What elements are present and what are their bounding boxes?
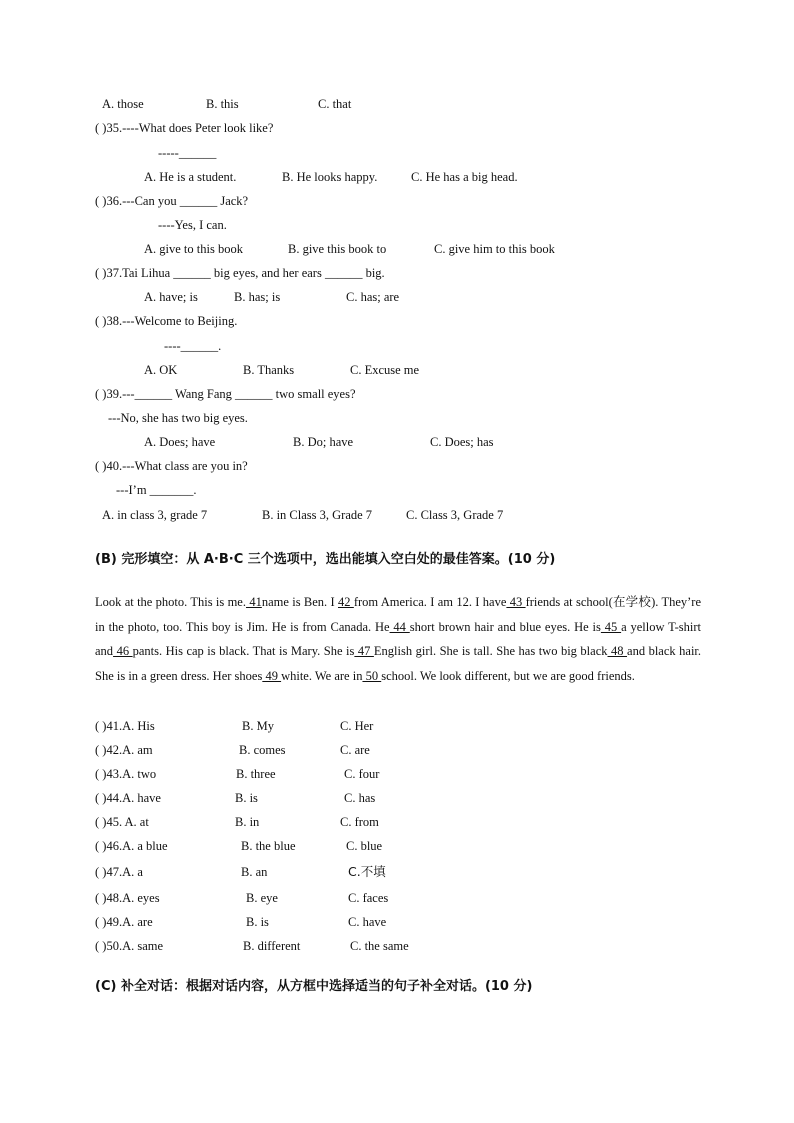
blank-42: 42 bbox=[337, 595, 354, 609]
blank-44: 44 bbox=[389, 619, 410, 634]
cloze-46-c: C. blue bbox=[346, 839, 383, 853]
blank-47: 47 bbox=[354, 644, 374, 659]
q37-option-b: B. has; is bbox=[234, 290, 281, 304]
q35-option-b: B. He looks happy. bbox=[282, 170, 378, 184]
q40-option-a: A. in class 3, grade 7 bbox=[102, 508, 208, 522]
q36-reply: ----Yes, I can. bbox=[158, 218, 227, 232]
cloze-43-a: ( )43.A. two bbox=[95, 767, 157, 781]
q35-option-c: C. He has a big head. bbox=[411, 170, 518, 184]
q35-stem: ( )35.----What does Peter look like? bbox=[95, 121, 274, 135]
cloze-50-a: ( )50.A. same bbox=[95, 939, 164, 953]
cloze-42-a: ( )42.A. am bbox=[95, 743, 153, 757]
cloze-42-c: C. are bbox=[340, 743, 370, 757]
cloze-47-c: C.不填 bbox=[348, 864, 386, 879]
q38-option-a: A. OK bbox=[144, 363, 178, 377]
q39-stem: ( )39.---______ Wang Fang ______ two small eyes? bbox=[95, 387, 356, 401]
cloze-46-b: B. the blue bbox=[241, 839, 296, 853]
blank-48: 48 bbox=[607, 644, 628, 659]
q37-option-c: C. has; are bbox=[346, 290, 400, 304]
q37-option-a: A. have; is bbox=[144, 290, 198, 304]
cloze-44-b: B. is bbox=[235, 791, 258, 805]
section-c-heading: (C) 补全对话：根据对话内容，从方框中选择适当的句子补全对话。(10 分) bbox=[95, 979, 533, 994]
cloze-48-c: C. faces bbox=[348, 891, 389, 905]
cloze-44-c: C. has bbox=[344, 791, 376, 805]
q40-reply: ---I’m _______. bbox=[116, 483, 197, 497]
q39-option-b: B. Do; have bbox=[293, 435, 354, 449]
q38-option-c: C. Excuse me bbox=[350, 363, 420, 377]
q37-stem: ( )37.Tai Lihua ______ big eyes, and her ears ______ big. bbox=[95, 266, 385, 280]
blank-43: 43 bbox=[506, 595, 526, 609]
blank-49: 49 bbox=[262, 668, 282, 683]
cloze-49-c: C. have bbox=[348, 915, 387, 929]
cloze-41-c: C. Her bbox=[340, 719, 374, 733]
q36-option-b: B. give this book to bbox=[288, 242, 387, 256]
q39-option-c: C. Does; has bbox=[430, 435, 494, 449]
cloze-49-a: ( )49.A. are bbox=[95, 915, 153, 929]
q40-stem: ( )40.---What class are you in? bbox=[95, 459, 248, 473]
q34-option-a: A. those bbox=[102, 97, 144, 111]
blank-50: 50 bbox=[362, 668, 382, 683]
q34-option-b: B. this bbox=[206, 97, 239, 111]
q35-option-a: A. He is a student. bbox=[144, 170, 237, 184]
blank-41: 41 bbox=[245, 595, 262, 609]
cloze-47-b: B. an bbox=[241, 865, 268, 879]
q36-stem: ( )36.---Can you ______ Jack? bbox=[95, 194, 249, 208]
cloze-42-b: B. comes bbox=[239, 743, 286, 757]
q36-option-c: C. give him to this book bbox=[434, 242, 555, 256]
q34-option-c: C. that bbox=[318, 97, 352, 111]
cloze-44-a: ( )44.A. have bbox=[95, 791, 161, 805]
q38-stem: ( )38.---Welcome to Beijing. bbox=[95, 314, 238, 328]
cloze-48-a: ( )48.A. eyes bbox=[95, 891, 160, 905]
cloze-41-a: ( )41.A. His bbox=[95, 719, 155, 733]
q38-reply: ----______. bbox=[164, 339, 222, 353]
cloze-41-b: B. My bbox=[242, 719, 274, 733]
cloze-45-a: ( )45. A. at bbox=[95, 815, 149, 829]
blank-45: 45 bbox=[600, 619, 622, 634]
cloze-43-c: C. four bbox=[344, 767, 380, 781]
cloze-43-b: B. three bbox=[236, 767, 276, 781]
q36-option-a: A. give to this book bbox=[144, 242, 243, 256]
cloze-46-a: ( )46.A. a blue bbox=[95, 839, 168, 853]
q35-reply: -----______ bbox=[158, 146, 217, 160]
blank-46: 46 bbox=[113, 644, 133, 659]
q39-reply: ---No, she has two big eyes. bbox=[108, 411, 248, 425]
q40-option-b: B. in Class 3, Grade 7 bbox=[262, 508, 373, 522]
cloze-48-b: B. eye bbox=[246, 891, 278, 905]
cloze-50-b: B. different bbox=[243, 939, 301, 953]
cloze-45-b: B. in bbox=[235, 815, 260, 829]
q40-option-c: C. Class 3, Grade 7 bbox=[406, 508, 504, 522]
cloze-47-a: ( )47.A. a bbox=[95, 865, 143, 879]
section-b-heading: (B) 完形填空：从 A·B·C 三个选项中，选出能填入空白处的最佳答案。(10 分) bbox=[95, 552, 556, 567]
q38-option-b: B. Thanks bbox=[243, 363, 295, 377]
cloze-passage: Look at the photo. This is me. 41name is Ben. I 42 from America. I am 12. I have 43 friends at school(在学校). They’re in the photo, too. This boy is Jim. He is from Canada. He 44 short brown hair and blue eyes. He is 45 a yellow T-shirt and 46 pants. His cap is black. That is Mary. She is 47 English girl. She is tall. She has two big black 48 and black hair. She is in a green dress. Her shoes 49 white. We are in 50 school. We look different, but we are good friends. bbox=[95, 595, 702, 683]
cloze-50-c: C. the same bbox=[350, 939, 409, 953]
q39-option-a: A. Does; have bbox=[144, 435, 216, 449]
cloze-45-c: C. from bbox=[340, 815, 379, 829]
cloze-49-b: B. is bbox=[246, 915, 269, 929]
